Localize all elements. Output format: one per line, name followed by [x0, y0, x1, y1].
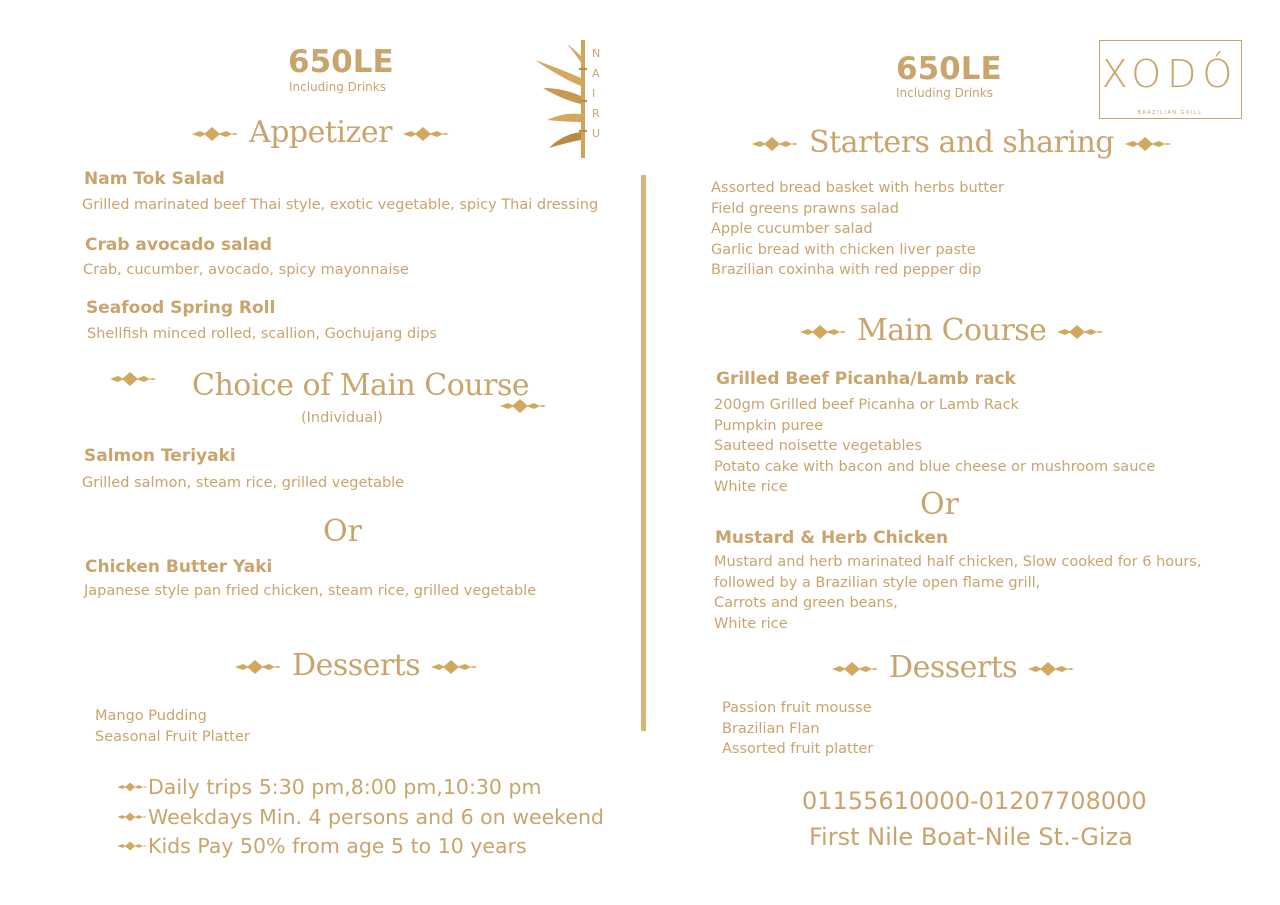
or-separator: Or — [920, 487, 959, 522]
dish-name: Mustard & Herb Chicken — [715, 528, 949, 548]
ornament-left-icon — [233, 658, 283, 676]
right-menu — [648, 0, 1280, 905]
desserts-list — [95, 706, 250, 747]
ornament-right-icon — [1055, 323, 1105, 341]
list-item: Brazilian coxinha with red pepper dip — [711, 262, 982, 278]
dish-name: Nam Tok Salad — [84, 169, 225, 189]
ornament-left-icon — [108, 370, 158, 388]
info-item: Daily trips 5:30 pm,8:00 pm,10:30 pm — [116, 773, 604, 803]
or-separator: Or — [323, 514, 362, 549]
desserts-title: Desserts — [889, 650, 1018, 685]
left-price-note: Including Drinks — [289, 80, 386, 94]
dish-name: Grilled Beef Picanha/Lamb rack — [716, 369, 1016, 389]
appetizer-title: Appetizer — [249, 115, 392, 150]
ornament-left-icon — [798, 323, 848, 341]
contact-phone: 01155610000-01207708000 — [802, 787, 1147, 815]
main1-items — [714, 395, 1155, 498]
list-item: White rice — [714, 479, 788, 495]
contact-address: First Nile Boat-Nile St.-Giza — [809, 823, 1133, 851]
list-item: White rice — [714, 615, 788, 632]
ornament-right-icon — [498, 397, 548, 415]
desserts-heading — [233, 648, 479, 683]
list-item: Assorted fruit platter — [722, 741, 874, 757]
desserts-title: Desserts — [292, 648, 421, 683]
info-item: Weekdays Min. 4 persons and 6 on weekend — [116, 803, 604, 833]
xodo-logo — [1099, 40, 1242, 119]
info-list — [116, 773, 604, 862]
main-course-note: (Individual) — [301, 410, 383, 426]
main2-items — [714, 552, 1201, 634]
desserts-list — [722, 698, 873, 760]
nairu-logo-letters: NAIRU — [592, 47, 601, 140]
dish-description: Grilled salmon, steam rice, grilled vegetable — [82, 475, 405, 491]
ornament-left-icon — [830, 660, 880, 678]
dish-name: Salmon Teriyaki — [84, 446, 236, 466]
list-item: 200gm Grilled beef Picanha or Lamb Rack — [714, 397, 1019, 413]
nairu-logo — [533, 38, 613, 162]
starters-heading — [750, 125, 1173, 160]
starters-title: Starters and sharing — [809, 125, 1114, 160]
list-item: Potato cake with bacon and blue cheese or mushroom sauce — [714, 458, 1156, 475]
main-course-title: Choice of Main Course — [192, 368, 530, 403]
list-item: Pumpkin puree — [714, 417, 824, 434]
xodo-logo-sub: BRAZILIAN GRILL — [1137, 110, 1203, 116]
list-item: Brazilian Flan — [722, 720, 820, 737]
ornament-right-icon — [401, 125, 451, 143]
dish-description: Japanese style pan fried chicken, steam rice, grilled vegetable — [84, 583, 537, 599]
list-item: Passion fruit mousse — [722, 700, 872, 716]
main-course-heading — [798, 313, 1105, 348]
list-item: Field greens prawns salad — [711, 200, 899, 217]
list-item: Assorted bread basket with herbs butter — [711, 180, 1004, 196]
page-divider — [641, 175, 646, 731]
list-item: Garlic bread with chicken liver paste — [711, 241, 976, 258]
ornament-right-icon — [1123, 135, 1173, 153]
ornament-icon — [116, 780, 148, 794]
dish-name: Chicken Butter Yaki — [85, 557, 273, 577]
right-price: 650LE — [896, 51, 1002, 87]
list-item: Carrots and green beans, — [714, 595, 898, 611]
list-item: Mustard and herb marinated half chicken, Slow cooked for 6 hours, — [714, 554, 1202, 570]
starters-list — [711, 178, 1004, 281]
ornament-right-icon — [1026, 660, 1076, 678]
ornament-right-icon — [429, 658, 479, 676]
main-course-title: Main Course — [857, 313, 1047, 348]
ornament-icon — [116, 810, 148, 824]
desserts-heading — [830, 650, 1076, 685]
dish-name: Seafood Spring Roll — [86, 298, 276, 318]
list-item: Sauteed noisette vegetables — [714, 438, 922, 454]
info-item: Kids Pay 50% from age 5 to 10 years — [116, 832, 604, 862]
ornament-left-icon — [190, 125, 240, 143]
list-item: Seasonal Fruit Platter — [95, 728, 250, 745]
list-item: followed by a Brazilian style open flame grill, — [714, 574, 1041, 591]
dish-description: Grilled marinated beef Thai style, exotic vegetable, spicy Thai dressing — [82, 197, 599, 213]
dish-description: Crab, cucumber, avocado, spicy mayonnaise — [83, 262, 409, 278]
list-item: Mango Pudding — [95, 708, 207, 724]
dish-description: Shellfish minced rolled, scallion, Gochujang dips — [87, 326, 437, 342]
appetizer-heading — [190, 115, 451, 150]
left-price: 650LE — [288, 44, 394, 80]
xodo-logo-text: XODÓ — [1101, 52, 1239, 96]
list-item: Apple cucumber salad — [711, 221, 873, 237]
ornament-left-icon — [750, 135, 800, 153]
right-price-note: Including Drinks — [896, 86, 993, 100]
ornament-icon — [116, 839, 148, 853]
dish-name: Crab avocado salad — [85, 235, 273, 255]
